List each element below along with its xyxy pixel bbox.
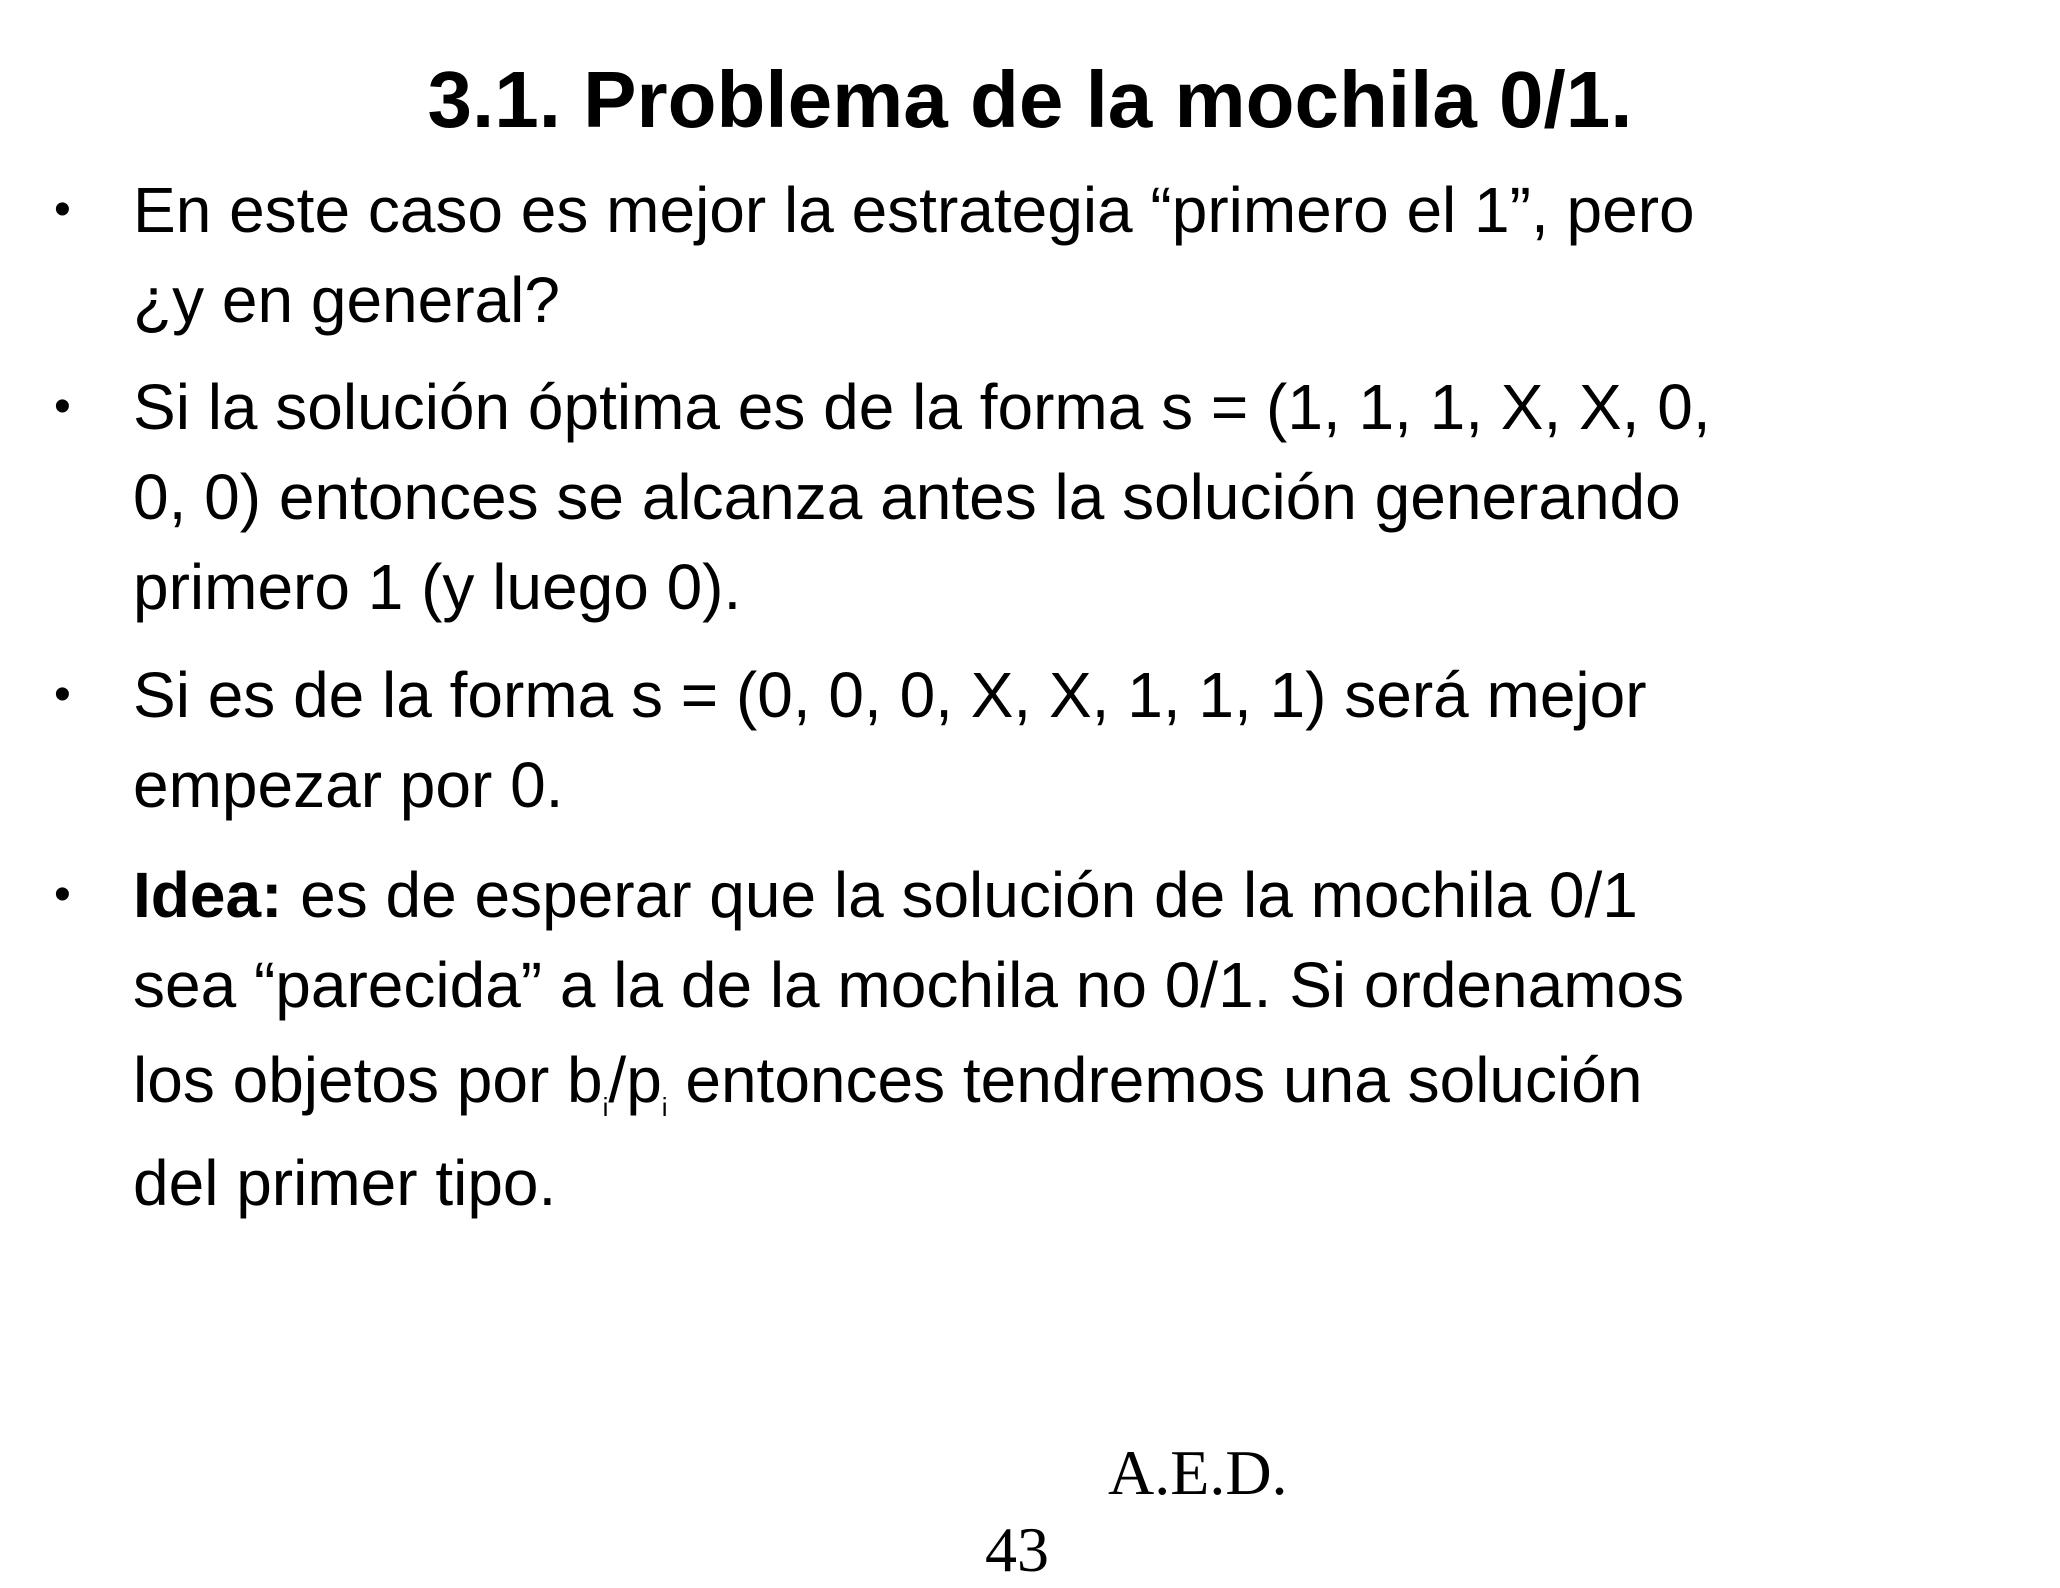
- subscript-i: i: [661, 1092, 668, 1122]
- bullet-line: ¿y en general?: [133, 264, 560, 336]
- bullet-line-rest: es de esperar que la solución de la mochila 0/1: [282, 859, 1638, 931]
- bullet-line: [133, 850, 2013, 940]
- bullet-item-idea: [54, 850, 2013, 1228]
- bullet-item: [54, 650, 2013, 830]
- bullet-line: Si la solución óptima es de la forma s = (1, 1, 1, X, X, 0,: [133, 371, 1711, 443]
- bullet-dot-icon: •: [54, 668, 71, 721]
- bullet-line-formula: [133, 1030, 2013, 1130]
- bullet-line: Si es de la forma s = (0, 0, 0, X, X, 1, 1, 1) será mejor: [133, 659, 1647, 731]
- subscript-i: i: [602, 1092, 609, 1122]
- bullet-item: [54, 362, 2013, 632]
- formula-before: los objetos por b: [133, 1044, 603, 1116]
- bullet-text: [133, 165, 2013, 345]
- bullet-dot-icon: •: [54, 183, 71, 236]
- bullet-line: primero 1 (y luego 0).: [133, 551, 742, 623]
- bullet-dot-icon: •: [54, 868, 71, 921]
- bullet-item: [54, 165, 2013, 345]
- bullet-text: [133, 650, 2013, 830]
- idea-label: Idea:: [133, 859, 283, 931]
- slide-title: 3.1. Problema de la mochila 0/1.: [427, 55, 1633, 144]
- bullet-text: [133, 850, 2013, 1228]
- bullet-dot-icon: •: [54, 380, 71, 433]
- bullet-text: [133, 362, 2013, 632]
- bullet-line: 0, 0) entonces se alcanza antes la solución generando: [133, 461, 1681, 533]
- formula-slash: /p: [608, 1044, 662, 1116]
- footer-course: A.E.D.: [1108, 1437, 1288, 1508]
- bullet-line: del primer tipo.: [133, 1147, 557, 1219]
- bullet-line: En este caso es mejor la estrategia “primero el 1”, pero: [133, 174, 1695, 246]
- bullet-line: empezar por 0.: [133, 749, 564, 821]
- footer-page-number: 43: [985, 1514, 1049, 1585]
- formula-after: entonces tendremos una solución: [667, 1044, 1643, 1116]
- bullet-line: sea “parecida” a la de la mochila no 0/1. Si ordenamos: [133, 949, 1685, 1021]
